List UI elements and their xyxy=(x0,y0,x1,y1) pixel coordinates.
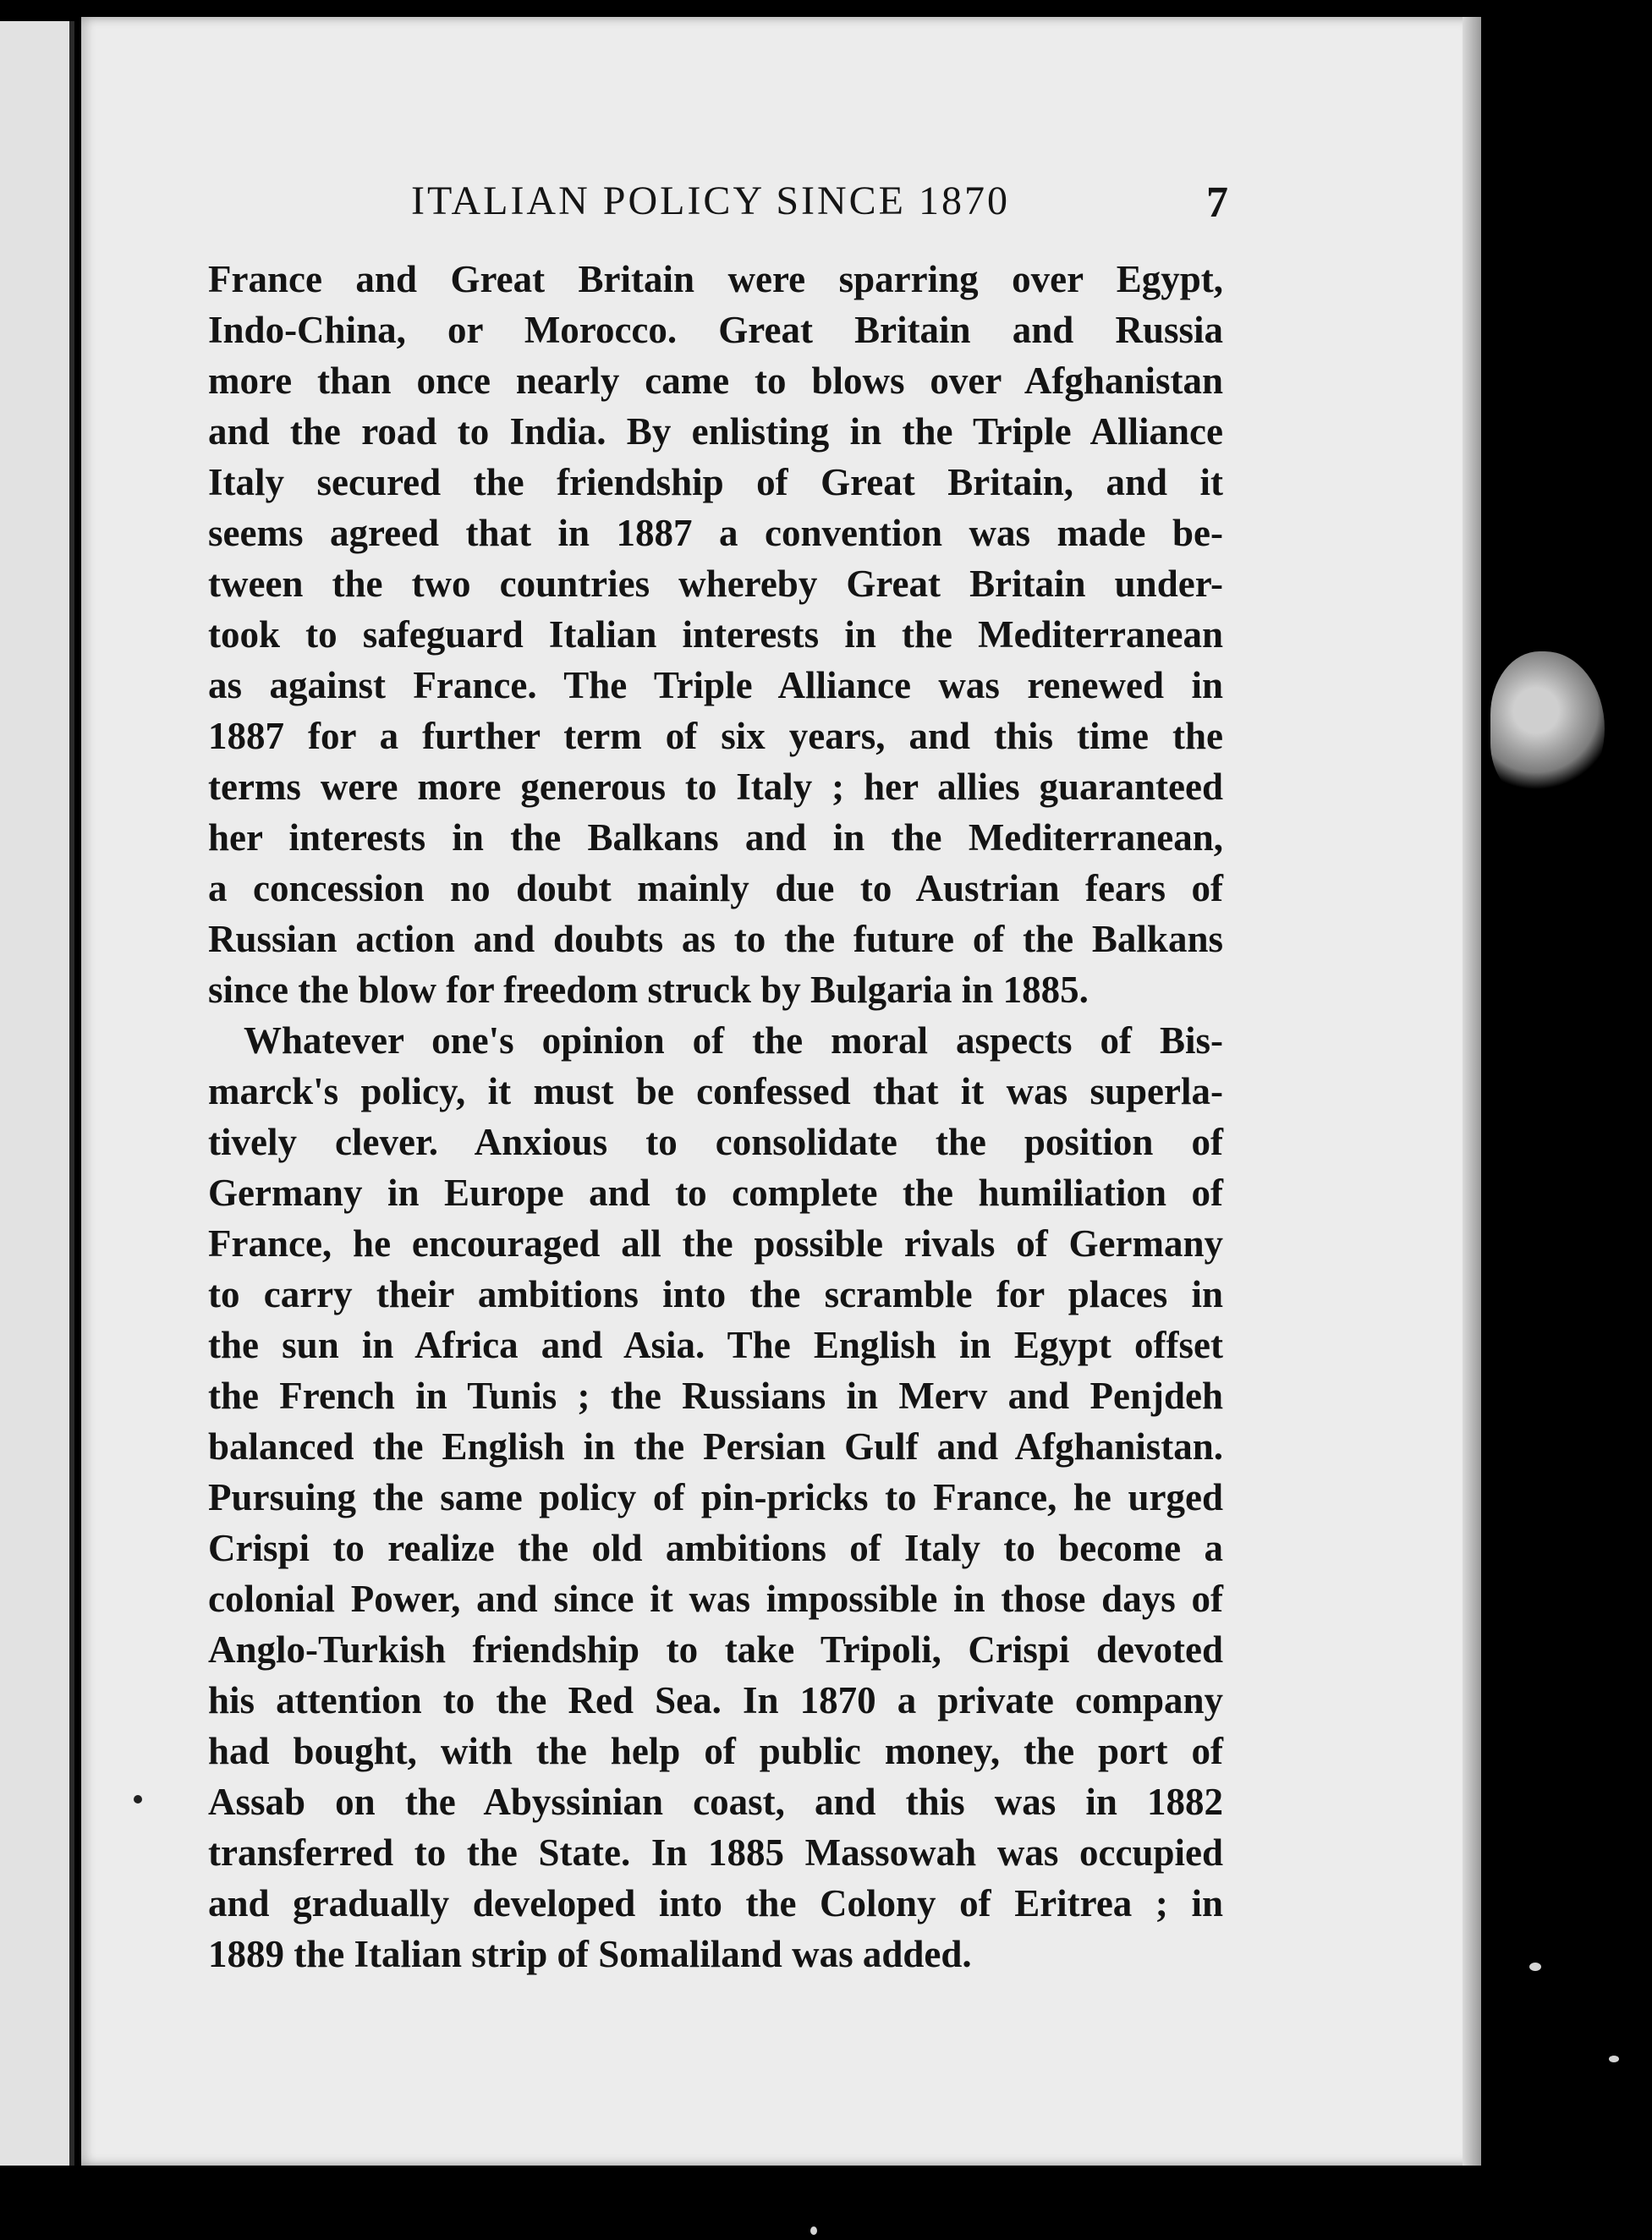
text-line: seems agreed that in 1887 a convention was made be- xyxy=(208,512,1223,554)
body-text xyxy=(208,254,1223,1979)
text-line: Italy secured the friendship of Great Britain, and it xyxy=(208,461,1223,503)
text-line: the French in Tunis ; the Russians in Merv and Penjdeh xyxy=(208,1375,1223,1417)
facing-page-edge xyxy=(0,21,74,2166)
dust-speck xyxy=(1529,1963,1541,1971)
text-line: Russian action and doubts as to the future of the Balkans xyxy=(208,918,1223,960)
text-line: France and Great Britain were sparring over Egypt, xyxy=(208,258,1223,300)
text-line: and gradually developed into the Colony of Eritrea ; in xyxy=(208,1882,1223,1924)
text-line: since the blow for freedom struck by Bulgaria in 1885. xyxy=(208,969,1089,1011)
text-line: 1889 the Italian strip of Somaliland was added. xyxy=(208,1933,972,1975)
page-number: 7 xyxy=(1206,178,1228,227)
text-line: as against France. The Triple Alliance was renewed in xyxy=(208,664,1223,706)
text-line: the sun in Africa and Asia. The English in Egypt offset xyxy=(208,1324,1223,1366)
text-line: marck's policy, it must be confessed that it was superla- xyxy=(208,1070,1223,1112)
text-line: Whatever one's opinion of the moral aspects of Bis- xyxy=(244,1019,1223,1062)
text-line: France, he encouraged all the possible rivals of Germany xyxy=(208,1222,1223,1265)
text-line: transferred to the State. In 1885 Massowah was occupied xyxy=(208,1831,1223,1874)
text-line: to carry their ambitions into the scramble for places in xyxy=(208,1273,1223,1315)
running-head: ITALIAN POLICY SINCE 1870 xyxy=(411,178,1010,223)
book-page xyxy=(81,17,1481,2166)
text-line: balanced the English in the Persian Gulf and Afghanistan. xyxy=(208,1425,1223,1468)
text-line: had bought, with the help of public money, the port of xyxy=(208,1730,1223,1772)
dust-speck xyxy=(810,2226,817,2235)
text-line: Assab on the Abyssinian coast, and this was in 1882 xyxy=(208,1781,1223,1823)
text-line: took to safeguard Italian interests in the Mediterranean xyxy=(208,613,1223,656)
dust-speck xyxy=(1609,2056,1619,2062)
text-line: 1887 for a further term of six years, and this time the xyxy=(208,715,1223,757)
page-gutter-shadow xyxy=(1463,17,1481,2166)
text-line: tively clever. Anxious to consolidate the position of xyxy=(208,1121,1223,1163)
margin-speck xyxy=(134,1795,142,1804)
text-line: colonial Power, and since it was impossible in those days of xyxy=(208,1578,1223,1620)
paper-fragment-speck xyxy=(1490,651,1605,799)
text-line: his attention to the Red Sea. In 1870 a private company xyxy=(208,1679,1223,1721)
text-line: her interests in the Balkans and in the Mediterranean, xyxy=(208,816,1223,859)
text-line: Pursuing the same policy of pin-pricks to France, he urged xyxy=(208,1476,1223,1518)
text-line: and the road to India. By enlisting in the Triple Alliance xyxy=(208,410,1223,453)
text-line: more than once nearly came to blows over Afghanistan xyxy=(208,360,1223,402)
text-line: a concession no doubt mainly due to Austrian fears of xyxy=(208,867,1223,909)
text-line: Germany in Europe and to complete the humiliation of xyxy=(208,1172,1223,1214)
text-line: Crispi to realize the old ambitions of Italy to become a xyxy=(208,1527,1223,1569)
text-line: terms were more generous to Italy ; her allies guaranteed xyxy=(208,766,1223,808)
text-line: Indo-China, or Morocco. Great Britain and Russia xyxy=(208,309,1223,351)
text-line: tween the two countries whereby Great Britain under- xyxy=(208,563,1223,605)
text-line: Anglo-Turkish friendship to take Tripoli, Crispi devoted xyxy=(208,1628,1223,1671)
